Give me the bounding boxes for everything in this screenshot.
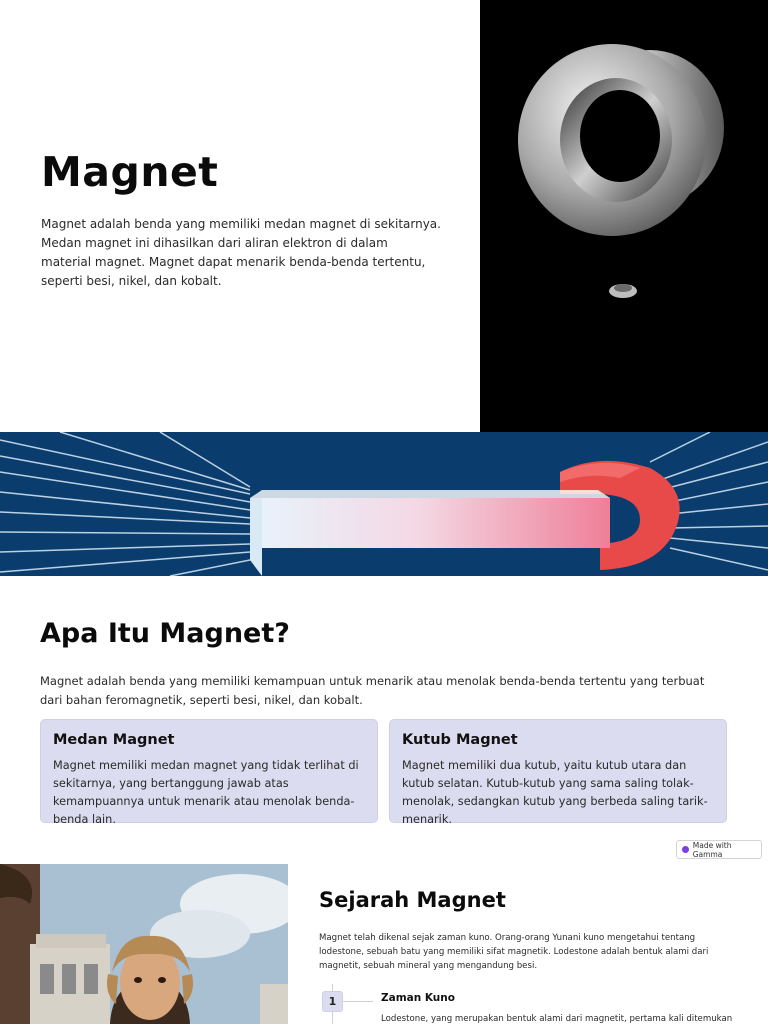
info-card-medan-magnet [40, 719, 378, 826]
card-text: Magnet memiliki dua kutub, yaitu kutub utara dan kutub selatan. Kutub-kutub yang sama saling tolak-menolak, sedangkan kutub yang berbeda saling tarik-menarik. [402, 759, 708, 826]
hero-section [0, 0, 768, 432]
hero-text-panel [0, 0, 480, 432]
portrait-illustration [0, 864, 288, 1024]
ring-magnet-image [480, 0, 768, 432]
horseshoe-magnet-banner [0, 432, 768, 576]
timeline-step-number: 1 [322, 991, 343, 1012]
timeline-item-title: Zaman Kuno [381, 992, 455, 1004]
timeline-item-text: Lodestone, yang merupakan bentuk alami dari magnetit, pertama kali ditemukan [381, 1014, 733, 1024]
made-with-gamma-badge[interactable] [676, 840, 762, 859]
gamma-logo-icon [682, 846, 689, 853]
scientist-portrait-image [0, 864, 288, 1024]
card-title: Kutub Magnet [402, 732, 518, 748]
ring-magnet-illustration [480, 0, 768, 432]
section-title-what: Apa Itu Magnet? [40, 618, 290, 649]
badge-label: Made with Gamma [692, 840, 732, 859]
timeline-connector [343, 1001, 373, 1002]
section-title-history: Sejarah Magnet [319, 888, 506, 912]
section-description-what: Magnet adalah benda yang memiliki kemampuan untuk menarik atau menolak benda-benda tertentu yang terbuat dari bahan feromagnetik, seperti besi, nikel, dan kobalt. [40, 674, 705, 707]
page-title: Magnet [41, 148, 219, 196]
info-card-kutub-magnet [389, 719, 727, 826]
horseshoe-magnet-illustration [0, 432, 768, 576]
section-description-history: Magnet telah dikenal sejak zaman kuno. Orang-orang Yunani kuno mengetahui tentang lodestone, sebuah batu yang memiliki sifat magnetik. Lodestone adalah bentuk alami dari magnetit, sebuah mineral yang mengandung besi. [319, 933, 709, 971]
card-text: Magnet memiliki medan magnet yang tidak terlihat di sekitarnya, yang bertanggung jawab atas kemampuannya untuk menarik atau menolak benda-benda lain. [53, 759, 359, 826]
card-title: Medan Magnet [53, 732, 175, 748]
hero-description: Magnet adalah benda yang memiliki medan magnet di sekitarnya. Medan magnet ini dihasilkan dari aliran elektron di dalam material magnet. Magnet dapat menarik benda-benda tertentu, seperti besi, nikel, dan kobalt. [41, 217, 441, 288]
